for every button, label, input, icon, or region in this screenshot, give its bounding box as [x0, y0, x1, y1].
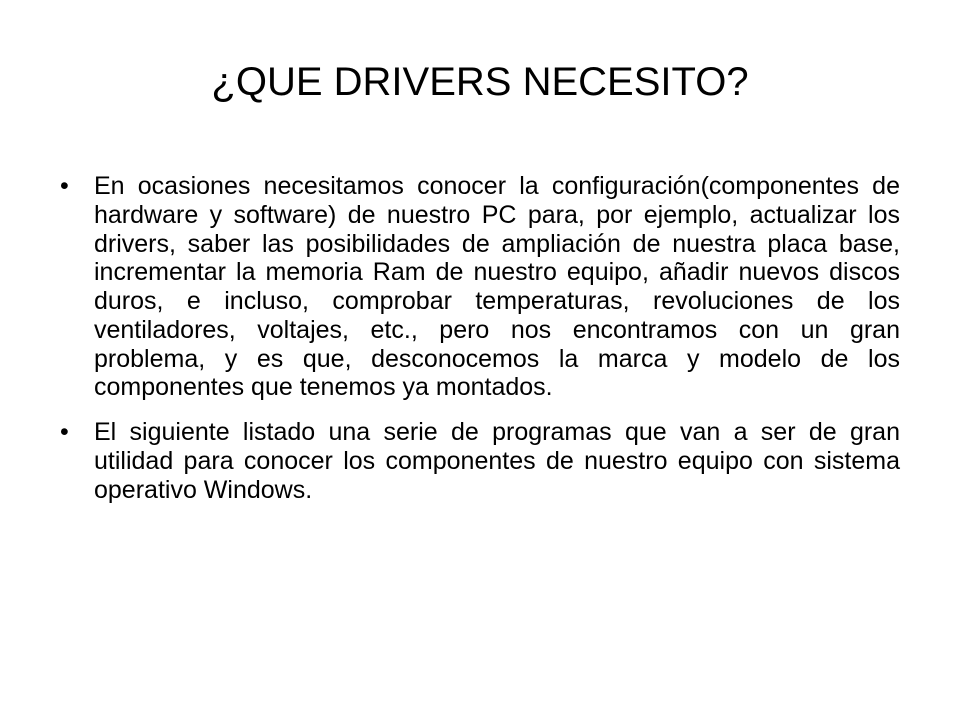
bullet-text: En ocasiones necesitamos conocer la configuración(componentes de hardware y software) de nuestro PC para, por ejemplo, actualizar los drivers, saber las posibilidades de ampliación de nuestra placa base, incrementar la memoria Ram de nuestro equipo, añadir nuevos discos duros, e incluso, comprobar temperaturas, revoluciones de los ventiladores, voltajes, etc., pero nos encontramos con un gran problema, y es que, desconocemos la marca y modelo de los componentes que tenemos ya montados. — [94, 172, 900, 402]
bullet-item — [60, 172, 900, 402]
bullet-dot-icon: • — [60, 418, 69, 446]
bullet-list — [60, 172, 900, 520]
bullet-item — [60, 418, 900, 504]
bullet-dot-icon: • — [60, 172, 69, 200]
slide-title: ¿QUE DRIVERS NECESITO? — [211, 60, 749, 104]
bullet-text: El siguiente listado una serie de programas que van a ser de gran utilidad para conocer los componentes de nuestro equipo con sistema operativo Windows. — [94, 418, 900, 504]
